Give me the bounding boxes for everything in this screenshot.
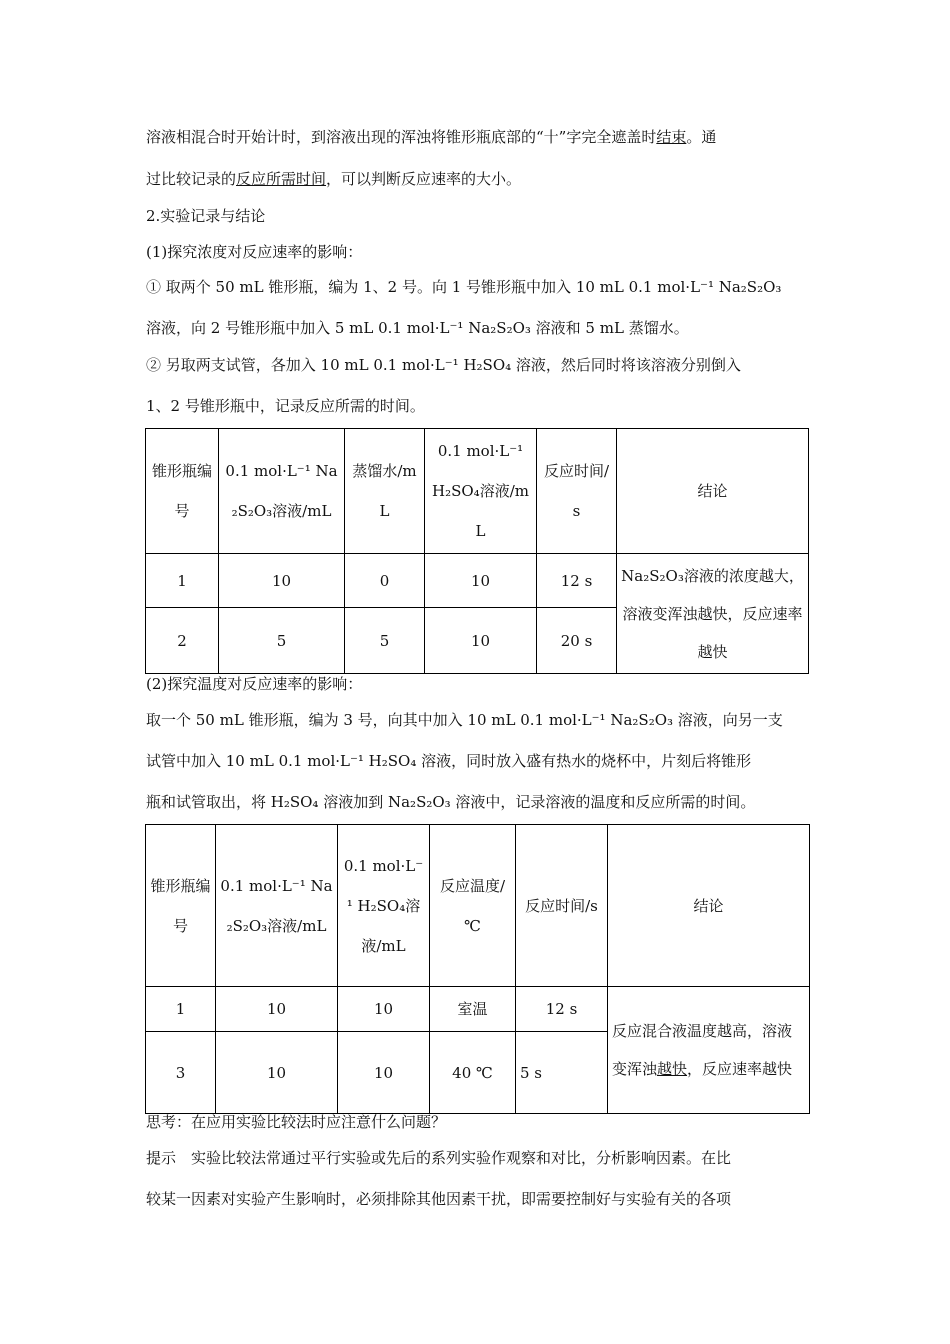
- table-cell: 1: [146, 987, 216, 1032]
- hint-line1: 提示 实验比较法常通过平行实验或先后的系列实验作观察和对比，分析影响因素。在比: [146, 1149, 732, 1167]
- table-cell: 10: [338, 1032, 430, 1114]
- table-cell: 3: [146, 1032, 216, 1114]
- header-cell: 反应温度/℃: [430, 825, 516, 987]
- step1-line2: 溶液，向 2 号锥形瓶中加入 5 mL 0.1 mol·L⁻¹ Na₂S₂O₃ 溶液和 5 mL 蒸馏水。: [146, 319, 689, 337]
- text: ，可以判断反应速率的大小。: [326, 170, 522, 188]
- paragraph-line: [146, 127, 716, 147]
- header-cell: 反应时间/s: [516, 825, 608, 987]
- table-cell: 40 ℃: [430, 1032, 516, 1114]
- step2-line1: ② 另取两支试管，各加入 10 mL 0.1 mol·L⁻¹ H₂SO₄ 溶液，然后同时将该溶液分别倒入: [146, 356, 741, 374]
- text: 反应混合液温度越高，溶液变浑浊: [612, 1022, 793, 1078]
- header-cell: 0.1 mol·L⁻¹ H₂SO₄溶液/mL: [425, 429, 537, 554]
- part2-line3: 瓶和试管取出，将 H₂SO₄ 溶液加到 Na₂S₂O₃ 溶液中，记录溶液的温度和反应所需的时间。: [146, 793, 756, 811]
- underlined-answer: 越快: [657, 1060, 688, 1078]
- part2-title: (2)探究温度对反应速率的影响：: [146, 675, 363, 693]
- table-row: [146, 554, 809, 608]
- text: 溶液相混合时开始计时，到溶液出现的浑浊将锥形瓶底部的“十”字完全遮盖时: [146, 128, 657, 146]
- table-header-row: [146, 825, 810, 987]
- paragraph-line: [146, 169, 521, 189]
- table-cell: 室温: [430, 987, 516, 1032]
- conclusion-cell: [608, 987, 810, 1114]
- table-header-row: [146, 429, 809, 554]
- table-cell: 5: [345, 608, 425, 674]
- table-cell: 12 s: [537, 554, 617, 608]
- hint-line2: 较某一因素对实验产生影响时，必须排除其他因素干扰，即需要控制好与实验有关的各项: [146, 1190, 732, 1208]
- header-cell: 锥形瓶编号: [146, 825, 216, 987]
- underlined-answer: 反应所需时间: [236, 170, 327, 188]
- table-row: [146, 987, 810, 1032]
- header-cell: 结论: [608, 825, 810, 987]
- table-cell: 10: [425, 554, 537, 608]
- table-cell: 10: [216, 1032, 338, 1114]
- table-cell: 10: [338, 987, 430, 1032]
- table-cell: 20 s: [537, 608, 617, 674]
- table-cell: 5: [219, 608, 345, 674]
- temperature-table: [145, 824, 810, 1114]
- header-cell: 结论: [617, 429, 809, 554]
- section-title: 2.实验记录与结论: [146, 207, 266, 225]
- step1-line1: ① 取两个 50 mL 锥形瓶，编为 1、2 号。向 1 号锥形瓶中加入 10 mL 0.1 mol·L⁻¹ Na₂S₂O₃: [146, 278, 782, 296]
- part1-title: (1)探究浓度对反应速率的影响：: [146, 243, 363, 261]
- step2-line2: 1、2 号锥形瓶中，记录反应所需的时间。: [146, 397, 425, 415]
- text: 过比较记录的: [146, 170, 237, 188]
- table-cell: 2: [146, 608, 219, 674]
- header-cell: 0.1 mol·L⁻¹ Na₂S₂O₃溶液/mL: [216, 825, 338, 987]
- text: 。通: [686, 128, 717, 146]
- conclusion-cell: Na₂S₂O₃溶液的浓度越大，溶液变浑浊越快，反应速率越快: [617, 554, 809, 674]
- header-cell: 蒸馏水/mL: [345, 429, 425, 554]
- header-cell: 0.1 mol·L⁻¹ H₂SO₄溶液/mL: [338, 825, 430, 987]
- part2-line2: 试管中加入 10 mL 0.1 mol·L⁻¹ H₂SO₄ 溶液，同时放入盛有热水的烧杯中，片刻后将锥形: [146, 752, 752, 770]
- table-cell: 1: [146, 554, 219, 608]
- table-cell: 10: [425, 608, 537, 674]
- header-cell: 锥形瓶编号: [146, 429, 219, 554]
- table-cell: 10: [219, 554, 345, 608]
- think-question: 思考：在应用实验比较法时应注意什么问题？: [146, 1113, 447, 1131]
- table-cell: 10: [216, 987, 338, 1032]
- table-cell: 0: [345, 554, 425, 608]
- header-cell: 0.1 mol·L⁻¹ Na₂S₂O₃溶液/mL: [219, 429, 345, 554]
- underlined-answer: 结束: [656, 128, 687, 146]
- table-cell: 12 s: [516, 987, 608, 1032]
- table-cell: 5 s: [516, 1032, 608, 1114]
- header-cell: 反应时间/s: [537, 429, 617, 554]
- concentration-table: [145, 428, 809, 674]
- part2-line1: 取一个 50 mL 锥形瓶，编为 3 号，向其中加入 10 mL 0.1 mol·L⁻¹ Na₂S₂O₃ 溶液，向另一支: [146, 711, 783, 729]
- text: ，反应速率越快: [687, 1060, 793, 1078]
